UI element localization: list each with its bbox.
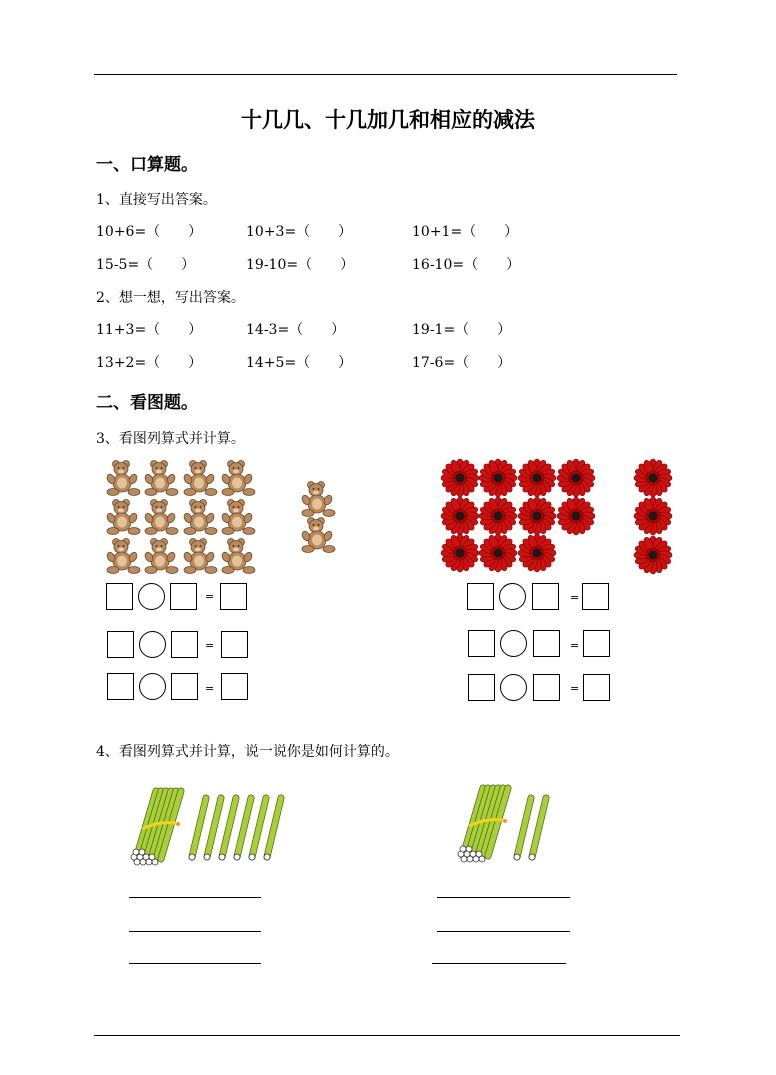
- problem-q2-r2-c3: 17-6=（ ）: [412, 355, 512, 371]
- answer-box[interactable]: [533, 674, 560, 701]
- red-flower-icon: [518, 534, 556, 572]
- answer-box[interactable]: [468, 674, 495, 701]
- answer-box[interactable]: [467, 583, 494, 610]
- result-box[interactable]: [583, 674, 610, 701]
- teddy-bear-icon: [105, 498, 143, 536]
- red-flower-icon: [634, 459, 672, 497]
- teddy-bear-icon: [143, 498, 181, 536]
- red-flower-icon: [441, 497, 479, 535]
- answer-box[interactable]: [468, 630, 495, 657]
- question-1-label: 1、直接写出答案。: [96, 192, 217, 208]
- operator-circle[interactable]: [139, 673, 166, 700]
- red-flower-icon: [479, 534, 517, 572]
- section-2-heading: 二、看图题。: [96, 393, 198, 413]
- result-box[interactable]: [221, 631, 248, 658]
- problem-q2-r2-c2: 14+5=（ ）: [246, 355, 353, 371]
- result-box[interactable]: [582, 583, 609, 610]
- teddy-bear-icon: [143, 459, 181, 497]
- teddy-bear-icon: [182, 459, 220, 497]
- operator-circle[interactable]: [499, 583, 526, 610]
- equals-sign: =: [205, 590, 215, 603]
- equals-sign: =: [205, 682, 215, 695]
- problem-q2-r2-c1: 13+2=（ ）: [96, 355, 203, 371]
- operator-circle[interactable]: [138, 583, 165, 610]
- red-flower-icon: [557, 497, 595, 535]
- answer-line[interactable]: [129, 897, 261, 898]
- red-flower-icon: [479, 459, 517, 497]
- top-rule: [94, 74, 677, 75]
- problem-q1-r1-c1: 10+6=（ ）: [96, 224, 203, 240]
- problem-q1-r2-c2: 19-10=（ ）: [246, 257, 355, 273]
- single-stick-icon: [528, 793, 550, 863]
- answer-line[interactable]: [129, 931, 261, 932]
- answer-box[interactable]: [106, 583, 133, 610]
- teddy-bear-icon: [300, 516, 338, 554]
- answer-line[interactable]: [432, 963, 566, 964]
- bottom-rule: [94, 1035, 680, 1036]
- teddy-bear-icon: [220, 498, 258, 536]
- operator-circle[interactable]: [500, 630, 527, 657]
- answer-box[interactable]: [171, 631, 198, 658]
- equals-sign: =: [570, 682, 580, 695]
- teddy-bear-icon: [220, 459, 258, 497]
- stick-bundle-icon: [128, 785, 190, 867]
- operator-circle[interactable]: [139, 631, 166, 658]
- red-flower-icon: [634, 497, 672, 535]
- question-3-label: 3、看图列算式并计算。: [96, 431, 245, 447]
- question-4-label: 4、看图列算式并计算，说一说你是如何计算的。: [96, 744, 399, 760]
- problem-q1-r2-c1: 15-5=（ ）: [96, 257, 196, 273]
- answer-box[interactable]: [171, 673, 198, 700]
- teddy-bear-icon: [182, 537, 220, 575]
- equals-sign: =: [205, 639, 215, 652]
- answer-box[interactable]: [533, 630, 560, 657]
- teddy-bear-icon: [220, 537, 258, 575]
- result-box[interactable]: [220, 583, 247, 610]
- red-flower-icon: [518, 497, 556, 535]
- teddy-bear-icon: [182, 498, 220, 536]
- red-flower-icon: [634, 536, 672, 574]
- red-flower-icon: [479, 497, 517, 535]
- answer-line[interactable]: [437, 931, 570, 932]
- problem-q2-r1-c3: 19-1=（ ）: [412, 322, 512, 338]
- answer-line[interactable]: [437, 897, 570, 898]
- answer-box[interactable]: [532, 583, 559, 610]
- red-flower-icon: [518, 459, 556, 497]
- teddy-bear-icon: [105, 459, 143, 497]
- red-flower-icon: [441, 459, 479, 497]
- answer-box[interactable]: [170, 583, 197, 610]
- teddy-bear-icon: [143, 537, 181, 575]
- teddy-bear-icon: [105, 537, 143, 575]
- problem-q1-r1-c2: 10+3=（ ）: [246, 224, 353, 240]
- red-flower-icon: [557, 459, 595, 497]
- equals-sign: =: [570, 591, 580, 604]
- problem-q1-r2-c3: 16-10=（ ）: [412, 257, 521, 273]
- answer-box[interactable]: [107, 631, 134, 658]
- result-box[interactable]: [583, 630, 610, 657]
- problem-q1-r1-c3: 10+1=（ ）: [412, 224, 519, 240]
- operator-circle[interactable]: [500, 674, 527, 701]
- question-2-label: 2、想一想，写出答案。: [96, 290, 245, 306]
- page-title: 十几几、十几加几和相应的减法: [241, 108, 535, 132]
- problem-q2-r1-c2: 14-3=（ ）: [246, 322, 346, 338]
- result-box[interactable]: [221, 673, 248, 700]
- section-1-heading: 一、口算题。: [96, 155, 198, 175]
- teddy-bear-icon: [300, 480, 338, 518]
- answer-line[interactable]: [129, 963, 261, 964]
- single-stick-icon: [263, 793, 285, 863]
- problem-q2-r1-c1: 11+3=（ ）: [96, 322, 203, 338]
- red-flower-icon: [441, 534, 479, 572]
- stick-bundle-icon: [455, 782, 517, 864]
- answer-box[interactable]: [107, 673, 134, 700]
- equals-sign: =: [570, 639, 580, 652]
